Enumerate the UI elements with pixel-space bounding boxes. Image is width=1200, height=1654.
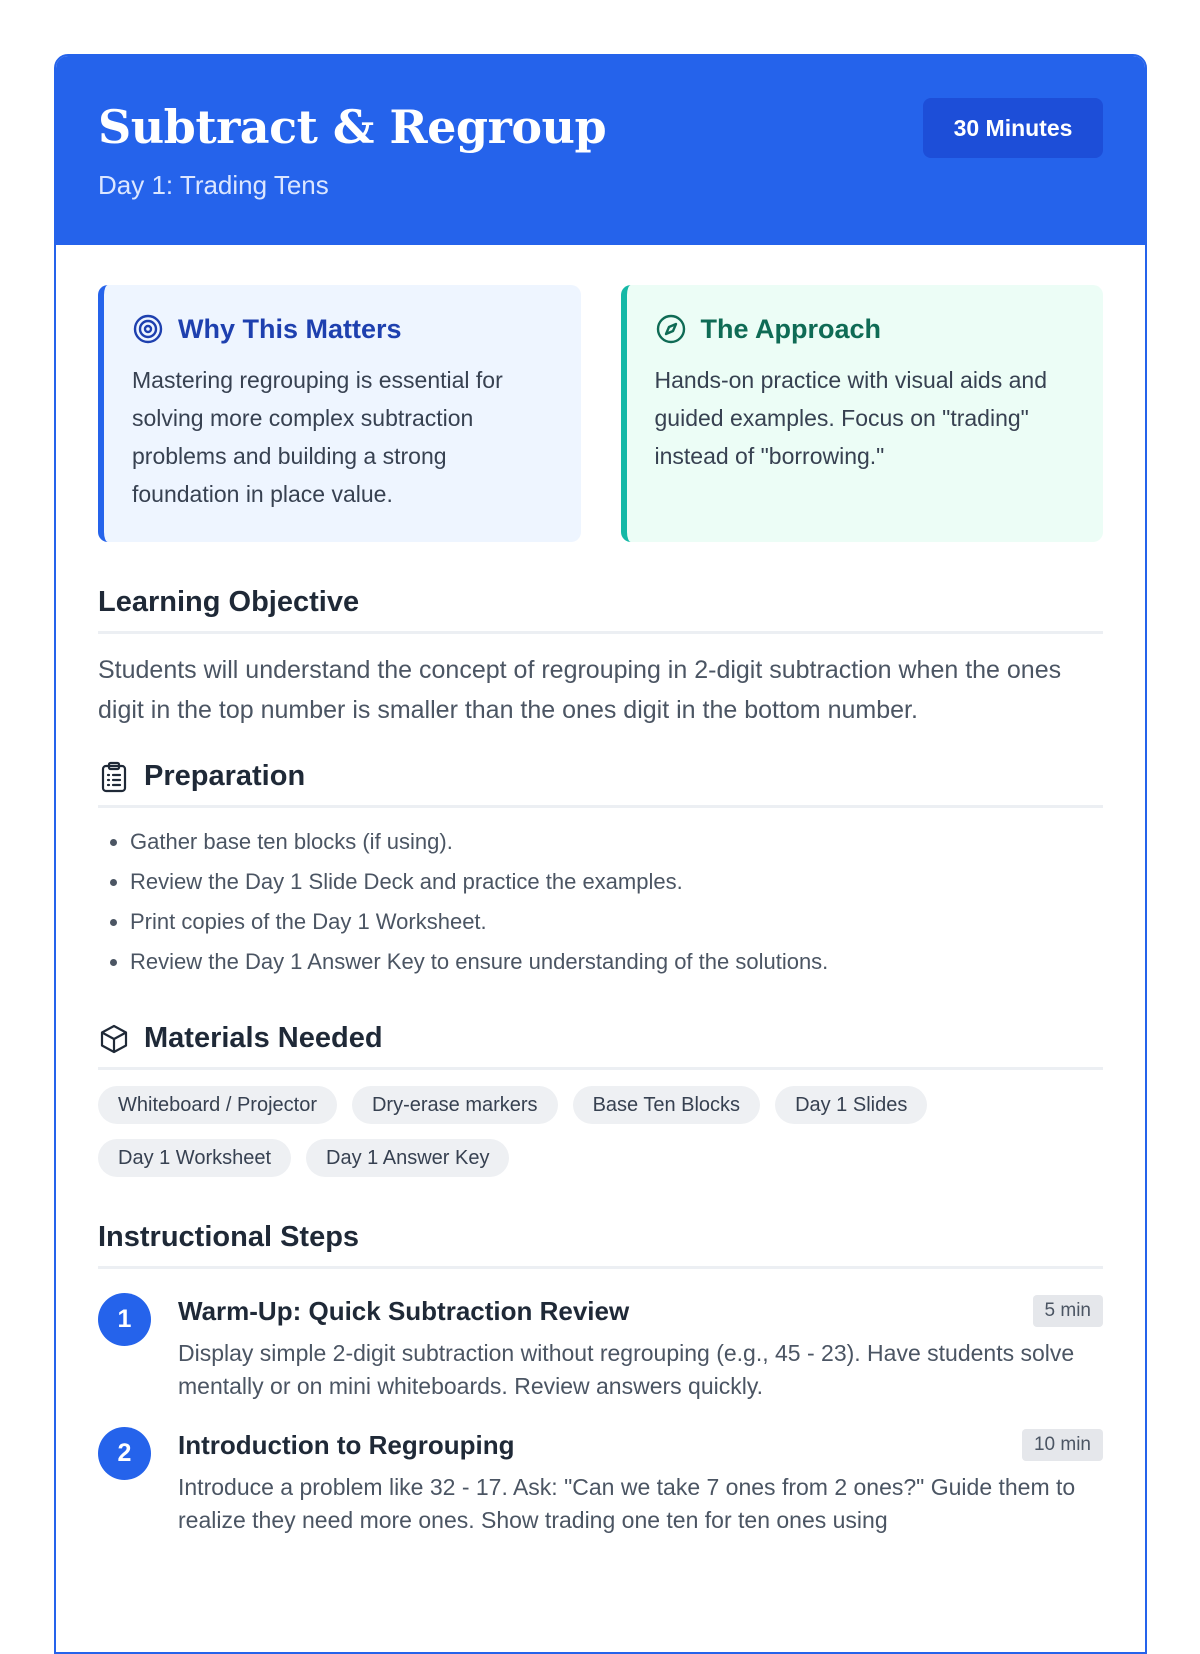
the-approach-card (621, 285, 1104, 542)
info-card-title: The Approach (700, 313, 882, 344)
material-tag: Day 1 Slides (775, 1086, 927, 1124)
section-title: Learning Objective (98, 586, 360, 618)
section-title: Materials Needed (144, 1022, 383, 1054)
list-item: • Gather base ten blocks (if using). (130, 822, 1103, 862)
list-item: • Print copies of the Day 1 Worksheet. (130, 902, 1103, 942)
info-cards (98, 285, 1103, 542)
lesson-content (56, 245, 1145, 1537)
material-tag: Base Ten Blocks (573, 1086, 761, 1124)
info-card-title: Why This Matters (178, 313, 402, 344)
objective-section (98, 586, 1103, 730)
info-card-body: Hands-on practice with visual aids and guided examples. Focus on "trading" instead of "borrowing." (654, 367, 1047, 469)
instruction-step (98, 1425, 1103, 1537)
why-this-matters-card (98, 285, 581, 542)
compass-icon (655, 313, 687, 345)
step-description: Introduce a problem like 32 - 17. Ask: "Can we take 7 ones from 2 ones?" Guide them to realize they need more ones. Show trading one ten for ten ones using (178, 1474, 1076, 1533)
step-time-badge: 5 min (1033, 1295, 1103, 1327)
lesson-title: Subtract & Regroup (98, 100, 607, 154)
step-number: 1 (98, 1293, 151, 1346)
step-title: Introduction to Regrouping (178, 1429, 515, 1460)
material-tag: Whiteboard / Projector (98, 1086, 337, 1124)
box-icon (98, 1023, 130, 1055)
objective-text: Students will understand the concept of regrouping in 2-digit subtraction when the ones digit in the top number is smaller than the ones digit in the bottom number. (98, 656, 1062, 724)
section-title: Preparation (144, 760, 306, 792)
step-time-badge: 10 min (1022, 1429, 1103, 1461)
lesson-header (56, 56, 1145, 245)
clipboard-icon (98, 761, 130, 793)
material-tag: Day 1 Answer Key (306, 1139, 509, 1177)
step-description: Display simple 2-digit subtraction without regrouping (e.g., 45 - 23). Have students solve mentally or on mini whiteboards. Review answers quickly. (178, 1340, 1075, 1399)
list-item: • Review the Day 1 Slide Deck and practice the examples. (130, 862, 1103, 902)
lesson-card (54, 54, 1147, 1654)
preparation-list (98, 822, 1103, 982)
preparation-section (98, 760, 1103, 982)
duration-badge: 30 Minutes (923, 98, 1103, 158)
materials-section (98, 1022, 1103, 1177)
lesson-subtitle: Day 1: Trading Tens (98, 170, 329, 200)
materials-list (98, 1086, 978, 1177)
step-title: Warm-Up: Quick Subtraction Review (178, 1295, 630, 1326)
step-number: 2 (98, 1427, 151, 1480)
material-tag: Dry-erase markers (352, 1086, 558, 1124)
target-icon (132, 313, 164, 345)
material-tag: Day 1 Worksheet (98, 1139, 291, 1177)
instruction-step (98, 1291, 1103, 1403)
list-item: • Review the Day 1 Answer Key to ensure understanding of the solutions. (130, 942, 1103, 982)
steps-section (98, 1221, 1103, 1537)
section-title: Instructional Steps (98, 1221, 360, 1253)
info-card-body: Mastering regrouping is essential for solving more complex subtraction problems and building a strong foundation in place value. (132, 367, 503, 507)
